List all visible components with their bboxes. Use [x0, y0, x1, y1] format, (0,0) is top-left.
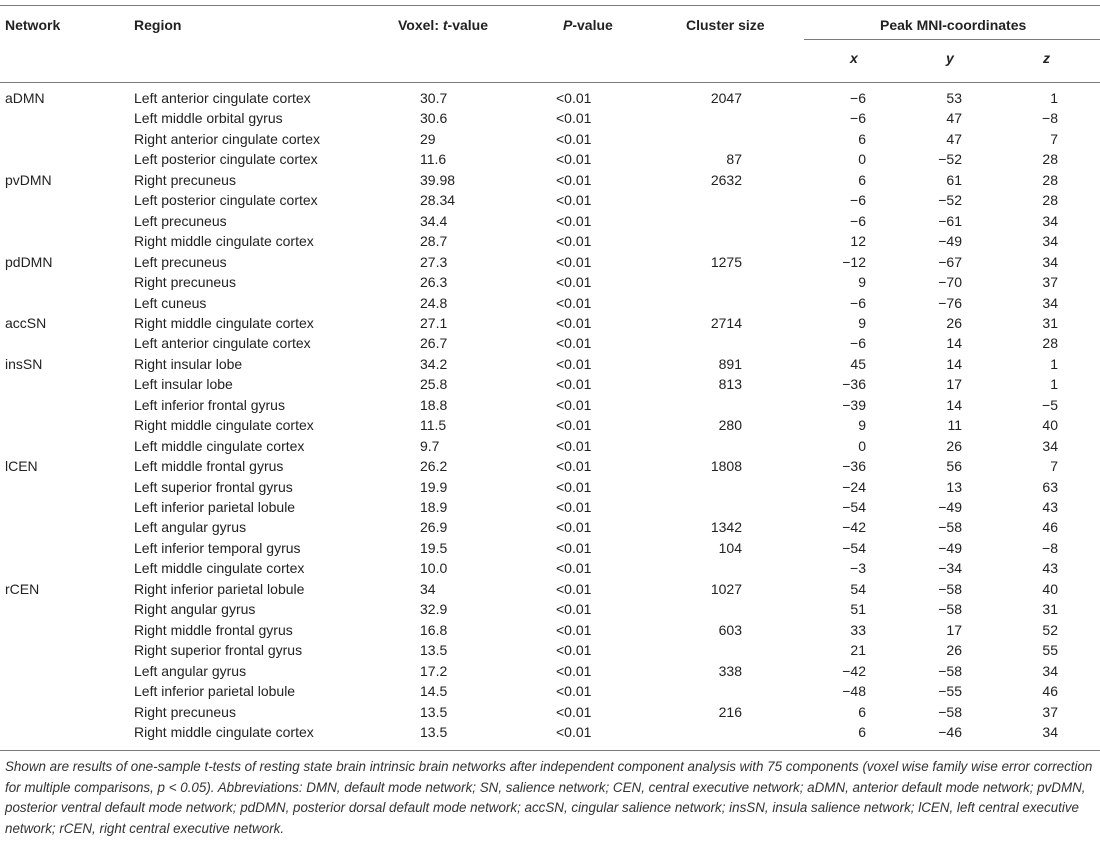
cell-x: 9: [858, 417, 866, 434]
cell-region: Left inferior frontal gyrus: [134, 396, 285, 413]
cell-y: 17: [946, 376, 962, 393]
cell-region: Left angular gyrus: [134, 519, 247, 536]
cell-y: −70: [938, 274, 962, 291]
cell-cluster-size: 1275: [710, 253, 742, 270]
cell-x: −42: [842, 662, 866, 679]
cell-cluster-size: 104: [718, 539, 742, 556]
cell-y: −58: [938, 601, 962, 618]
table-row: [0, 151, 1100, 172]
cell-x: −36: [842, 376, 866, 393]
table-row: [0, 376, 1100, 397]
table-row: [0, 540, 1100, 561]
cell-y: −58: [938, 703, 962, 720]
cell-z: 34: [1042, 233, 1058, 250]
cell-region: Right middle cingulate cortex: [134, 233, 314, 250]
cell-z: 46: [1042, 683, 1058, 700]
cell-cluster-size: 2047: [710, 90, 742, 106]
cell-p-value: <0.01: [556, 539, 592, 556]
cell-x: 45: [850, 355, 866, 372]
cell-region: Left middle cingulate cortex: [134, 437, 305, 454]
cell-z: 34: [1042, 662, 1058, 679]
cell-y: −58: [938, 519, 962, 536]
cell-region: Left anterior cingulate cortex: [134, 335, 311, 352]
cell-region: Right middle cingulate cortex: [134, 417, 314, 434]
cell-t-value: 17.2: [420, 662, 448, 679]
cell-y: −58: [938, 580, 962, 597]
cell-p-value: <0.01: [556, 642, 592, 659]
cell-x: −54: [842, 539, 866, 556]
cell-network: aDMN: [5, 90, 45, 106]
cell-y: 13: [946, 478, 962, 495]
cell-x: −39: [842, 396, 866, 413]
cell-z: 28: [1042, 151, 1058, 168]
cell-region: Right middle frontal gyrus: [134, 621, 293, 638]
cell-network: insSN: [5, 355, 43, 372]
cell-t-value: 18.8: [420, 396, 448, 413]
cell-t-value: 27.3: [420, 253, 448, 270]
cell-p-value: <0.01: [556, 253, 592, 270]
cell-y: 17: [946, 621, 962, 638]
cell-p-value: <0.01: [556, 90, 592, 106]
table-row: [0, 397, 1100, 418]
cell-region: Right superior frontal gyrus: [134, 642, 303, 659]
cell-t-value: 26.2: [420, 458, 448, 475]
cell-x: −6: [850, 90, 866, 106]
cell-y: 14: [946, 335, 962, 352]
cell-p-value: <0.01: [556, 437, 592, 454]
cell-z: 40: [1042, 580, 1058, 597]
table-row: [0, 213, 1100, 234]
cell-t-value: 10.0: [420, 560, 448, 577]
cell-y: 14: [946, 355, 962, 372]
table-row: [0, 233, 1100, 254]
cell-region: Right anterior cingulate cortex: [134, 130, 320, 147]
cell-y: 53: [946, 90, 962, 106]
table-row: [0, 499, 1100, 520]
table-row: [0, 356, 1100, 377]
cell-x: 6: [858, 130, 866, 147]
cell-cluster-size: 338: [718, 662, 742, 679]
cell-region: Right precuneus: [134, 171, 236, 188]
cell-t-value: 28.34: [420, 192, 456, 209]
cell-p-value: <0.01: [556, 376, 592, 393]
cell-z: 55: [1042, 642, 1058, 659]
cell-t-value: 26.3: [420, 274, 448, 291]
cell-z: 34: [1042, 253, 1058, 270]
cell-t-value: 30.6: [420, 110, 448, 127]
table-row: [0, 683, 1100, 704]
table-row: [0, 519, 1100, 540]
cell-y: 56: [946, 458, 962, 475]
cell-y: −76: [938, 294, 962, 311]
cell-region: Left precuneus: [134, 253, 227, 270]
cell-y: 26: [946, 437, 962, 454]
cell-p-value: <0.01: [556, 233, 592, 250]
header-p-suffix: -value: [572, 17, 613, 33]
cell-p-value: <0.01: [556, 499, 592, 515]
cell-region: Right inferior parietal lobule: [134, 580, 305, 597]
header-peak-mni: Peak MNI-coordinates: [880, 17, 1027, 33]
table-row: [0, 90, 1100, 111]
cell-t-value: 34.4: [420, 212, 448, 229]
table-row: [0, 417, 1100, 438]
cell-z: 1: [1050, 355, 1058, 372]
header-p-value: [563, 17, 613, 33]
cell-x: −6: [850, 212, 866, 229]
cell-cluster-size: 2632: [710, 171, 742, 188]
cell-p-value: <0.01: [556, 151, 592, 168]
cell-x: −6: [850, 110, 866, 127]
cell-region: Left insular lobe: [134, 376, 233, 393]
cell-y: −34: [938, 560, 962, 577]
cell-network: accSN: [5, 314, 47, 331]
cell-region: Right insular lobe: [134, 355, 243, 372]
cell-x: 51: [850, 601, 866, 618]
cell-cluster-size: 603: [718, 621, 742, 638]
cell-x: −48: [842, 683, 866, 700]
cell-z: 43: [1042, 499, 1058, 515]
table-row: [0, 172, 1100, 193]
header-voxel-t: t: [442, 17, 448, 33]
cell-cluster-size: 1027: [710, 580, 742, 597]
cell-y: −49: [938, 539, 962, 556]
cell-cluster-size: 1808: [710, 458, 742, 475]
cell-x: 6: [858, 171, 866, 188]
header-voxel-t-value: [398, 17, 488, 33]
table-row: [0, 192, 1100, 213]
header-voxel-prefix: Voxel:: [398, 17, 443, 33]
cell-z: 43: [1042, 560, 1058, 577]
cell-y: −46: [938, 723, 962, 740]
table-row: [0, 131, 1100, 152]
cell-cluster-size: 216: [718, 703, 742, 720]
table-row: [0, 295, 1100, 316]
cell-x: −3: [850, 560, 866, 577]
cell-x: 6: [858, 723, 866, 740]
table-row: [0, 110, 1100, 131]
cell-p-value: <0.01: [556, 110, 592, 127]
cell-t-value: 26.7: [420, 335, 448, 352]
cell-t-value: 18.9: [420, 499, 448, 515]
cell-y: −67: [938, 253, 962, 270]
cell-p-value: <0.01: [556, 396, 592, 413]
table-row: [0, 622, 1100, 643]
cell-p-value: <0.01: [556, 621, 592, 638]
cell-x: −6: [850, 294, 866, 311]
cell-p-value: <0.01: [556, 355, 592, 372]
cell-y: −52: [938, 151, 962, 168]
cell-p-value: <0.01: [556, 519, 592, 536]
cell-cluster-size: 813: [718, 376, 742, 393]
cell-network: pdDMN: [5, 253, 53, 270]
cell-z: 31: [1042, 601, 1058, 618]
cell-x: −42: [842, 519, 866, 536]
cell-t-value: 34: [420, 580, 436, 597]
table-top-rule: [0, 5, 1100, 6]
cell-t-value: 39.98: [420, 171, 456, 188]
table-row: [0, 642, 1100, 663]
cell-p-value: <0.01: [556, 294, 592, 311]
table-footnote: Shown are results of one-sample t-tests of resting state brain intrinsic brain networks after independent component analysis with 75 components (voxel wise family wise error correction for multiple comparisons, p < 0.05). Abbreviations: DMN, default mode network; SN, salience network; CEN, central executive network; aDMN, anterior default mode network; pvDMN, posterior ventral default mode network; pdDMN, posterior dorsal default mode network; accSN, cingular salience network; insSN, insula salience network; lCEN, left central executive network; rCEN, right central executive network.: [5, 759, 1093, 836]
peak-header-rule: [804, 39, 1100, 40]
cell-t-value: 9.7: [420, 437, 440, 454]
table-row: [0, 438, 1100, 459]
cell-t-value: 14.5: [420, 683, 448, 700]
cell-t-value: 13.5: [420, 642, 448, 659]
cell-t-value: 16.8: [420, 621, 448, 638]
cell-region: Right precuneus: [134, 274, 236, 291]
cell-p-value: <0.01: [556, 314, 592, 331]
cell-p-value: <0.01: [556, 683, 592, 700]
table-row: [0, 254, 1100, 275]
cell-p-value: <0.01: [556, 212, 592, 229]
cell-region: Right angular gyrus: [134, 601, 256, 618]
cell-x: 9: [858, 274, 866, 291]
table-row: [0, 274, 1100, 295]
cell-p-value: <0.01: [556, 601, 592, 618]
cell-y: −49: [938, 233, 962, 250]
cell-y: −49: [938, 499, 962, 515]
cell-p-value: <0.01: [556, 417, 592, 434]
cell-region: Left anterior cingulate cortex: [134, 90, 311, 106]
cell-t-value: 19.5: [420, 539, 448, 556]
cell-cluster-size: 280: [718, 417, 742, 434]
cell-z: 34: [1042, 212, 1058, 229]
cell-y: −55: [938, 683, 962, 700]
header-voxel-suffix: -value: [447, 17, 489, 33]
cell-region: Left middle cingulate cortex: [134, 560, 305, 577]
header-z: z: [1043, 50, 1050, 66]
table-row: [0, 704, 1100, 725]
cell-x: 6: [858, 703, 866, 720]
cell-region: Left posterior cingulate cortex: [134, 151, 318, 168]
cell-t-value: 24.8: [420, 294, 448, 311]
cell-y: 47: [946, 130, 962, 147]
cell-x: 0: [858, 437, 866, 454]
cell-z: −5: [1042, 396, 1058, 413]
cell-x: 33: [850, 621, 866, 638]
cell-region: Left precuneus: [134, 212, 227, 229]
cell-z: 7: [1050, 458, 1058, 475]
cell-t-value: 25.8: [420, 376, 448, 393]
table-bottom-rule: [0, 750, 1100, 751]
table-row: [0, 663, 1100, 684]
cell-t-value: 29: [420, 130, 436, 147]
header-cluster-size: Cluster size: [686, 17, 765, 33]
cell-t-value: 34.2: [420, 355, 448, 372]
cell-z: 34: [1042, 437, 1058, 454]
cell-region: Left angular gyrus: [134, 662, 247, 679]
cell-p-value: <0.01: [556, 703, 592, 720]
cell-z: 28: [1042, 192, 1058, 209]
cell-x: 0: [858, 151, 866, 168]
cell-t-value: 11.5: [420, 417, 447, 434]
cell-region: Left inferior parietal lobule: [134, 683, 296, 700]
cell-cluster-size: 2714: [710, 314, 742, 331]
cell-region: Left middle frontal gyrus: [134, 458, 284, 475]
cell-x: 9: [858, 314, 866, 331]
cell-network: lCEN: [5, 458, 38, 475]
cell-t-value: 32.9: [420, 601, 448, 618]
cell-y: 11: [947, 417, 962, 434]
cell-z: −8: [1042, 110, 1058, 127]
cell-cluster-size: 891: [718, 355, 742, 372]
table-row: [0, 315, 1100, 336]
cell-z: 1: [1050, 90, 1058, 106]
cell-p-value: <0.01: [556, 274, 592, 291]
header-region: Region: [134, 17, 182, 33]
cell-p-value: <0.01: [556, 662, 592, 679]
cell-cluster-size: 1342: [710, 519, 742, 536]
cell-p-value: <0.01: [556, 560, 592, 577]
cell-t-value: 13.5: [420, 703, 448, 720]
cell-z: 28: [1042, 335, 1058, 352]
cell-y: −52: [938, 192, 962, 209]
cell-x: −36: [842, 458, 866, 475]
table-row: [0, 581, 1100, 602]
cell-region: Left cuneus: [134, 294, 207, 311]
cell-p-value: <0.01: [556, 335, 592, 352]
header-bottom-rule: [0, 82, 1100, 83]
cell-y: −58: [938, 662, 962, 679]
table-row: [0, 560, 1100, 581]
cell-p-value: <0.01: [556, 171, 592, 188]
cell-network: rCEN: [5, 580, 40, 597]
table-row: [0, 458, 1100, 479]
header-y: y: [946, 50, 954, 66]
cell-t-value: 28.7: [420, 233, 448, 250]
cell-z: 52: [1042, 621, 1058, 638]
cell-p-value: <0.01: [556, 192, 592, 209]
cell-z: 37: [1042, 703, 1058, 720]
cell-y: 61: [946, 171, 962, 188]
cell-y: 47: [946, 110, 962, 127]
cell-t-value: 26.9: [420, 519, 448, 536]
cell-x: 54: [850, 580, 866, 597]
header-p-letter: P: [563, 17, 573, 33]
cell-t-value: 27.1: [420, 314, 448, 331]
cell-region: Left superior frontal gyrus: [134, 478, 293, 495]
cell-z: 34: [1042, 723, 1058, 740]
table-row: [0, 479, 1100, 500]
header-network: Network: [5, 17, 61, 33]
cell-p-value: <0.01: [556, 580, 592, 597]
cell-x: −6: [850, 192, 866, 209]
cell-y: 14: [946, 396, 962, 413]
cell-z: 63: [1042, 478, 1058, 495]
cell-t-value: 13.5: [420, 723, 448, 740]
cell-p-value: <0.01: [556, 130, 592, 147]
cell-z: 31: [1042, 314, 1058, 331]
cell-region: Right middle cingulate cortex: [134, 314, 314, 331]
cell-t-value: 11.6: [420, 151, 447, 168]
table-row: [0, 601, 1100, 622]
cell-z: 34: [1042, 294, 1058, 311]
table-row: [0, 335, 1100, 356]
cell-z: −8: [1042, 539, 1058, 556]
cell-z: 1: [1050, 376, 1058, 393]
cell-cluster-size: 87: [726, 151, 742, 168]
cell-z: 46: [1042, 519, 1058, 536]
cell-x: −54: [842, 499, 866, 515]
cell-z: 37: [1042, 274, 1058, 291]
cell-p-value: <0.01: [556, 458, 592, 475]
cell-t-value: 19.9: [420, 478, 448, 495]
cell-p-value: <0.01: [556, 723, 592, 740]
cell-network: pvDMN: [5, 171, 52, 188]
cell-region: Left inferior temporal gyrus: [134, 539, 301, 556]
cell-y: 26: [946, 642, 962, 659]
cell-x: −6: [850, 335, 866, 352]
cell-region: Right precuneus: [134, 703, 236, 720]
header-x: x: [850, 50, 858, 66]
cell-t-value: 30.7: [420, 90, 448, 106]
cell-y: 26: [946, 314, 962, 331]
cell-y: −61: [938, 212, 962, 229]
cell-region: Left middle orbital gyrus: [134, 110, 283, 127]
cell-region: Right middle cingulate cortex: [134, 723, 314, 740]
cell-p-value: <0.01: [556, 478, 592, 495]
cell-z: 28: [1042, 171, 1058, 188]
cell-x: 21: [850, 642, 866, 659]
cell-z: 40: [1042, 417, 1058, 434]
cell-region: Left inferior parietal lobule: [134, 499, 296, 515]
cell-z: 7: [1050, 130, 1058, 147]
cell-region: Left posterior cingulate cortex: [134, 192, 318, 209]
cell-x: −24: [842, 478, 866, 495]
cell-x: 12: [850, 233, 866, 250]
cell-x: −12: [842, 253, 866, 270]
table-row: [0, 724, 1100, 745]
